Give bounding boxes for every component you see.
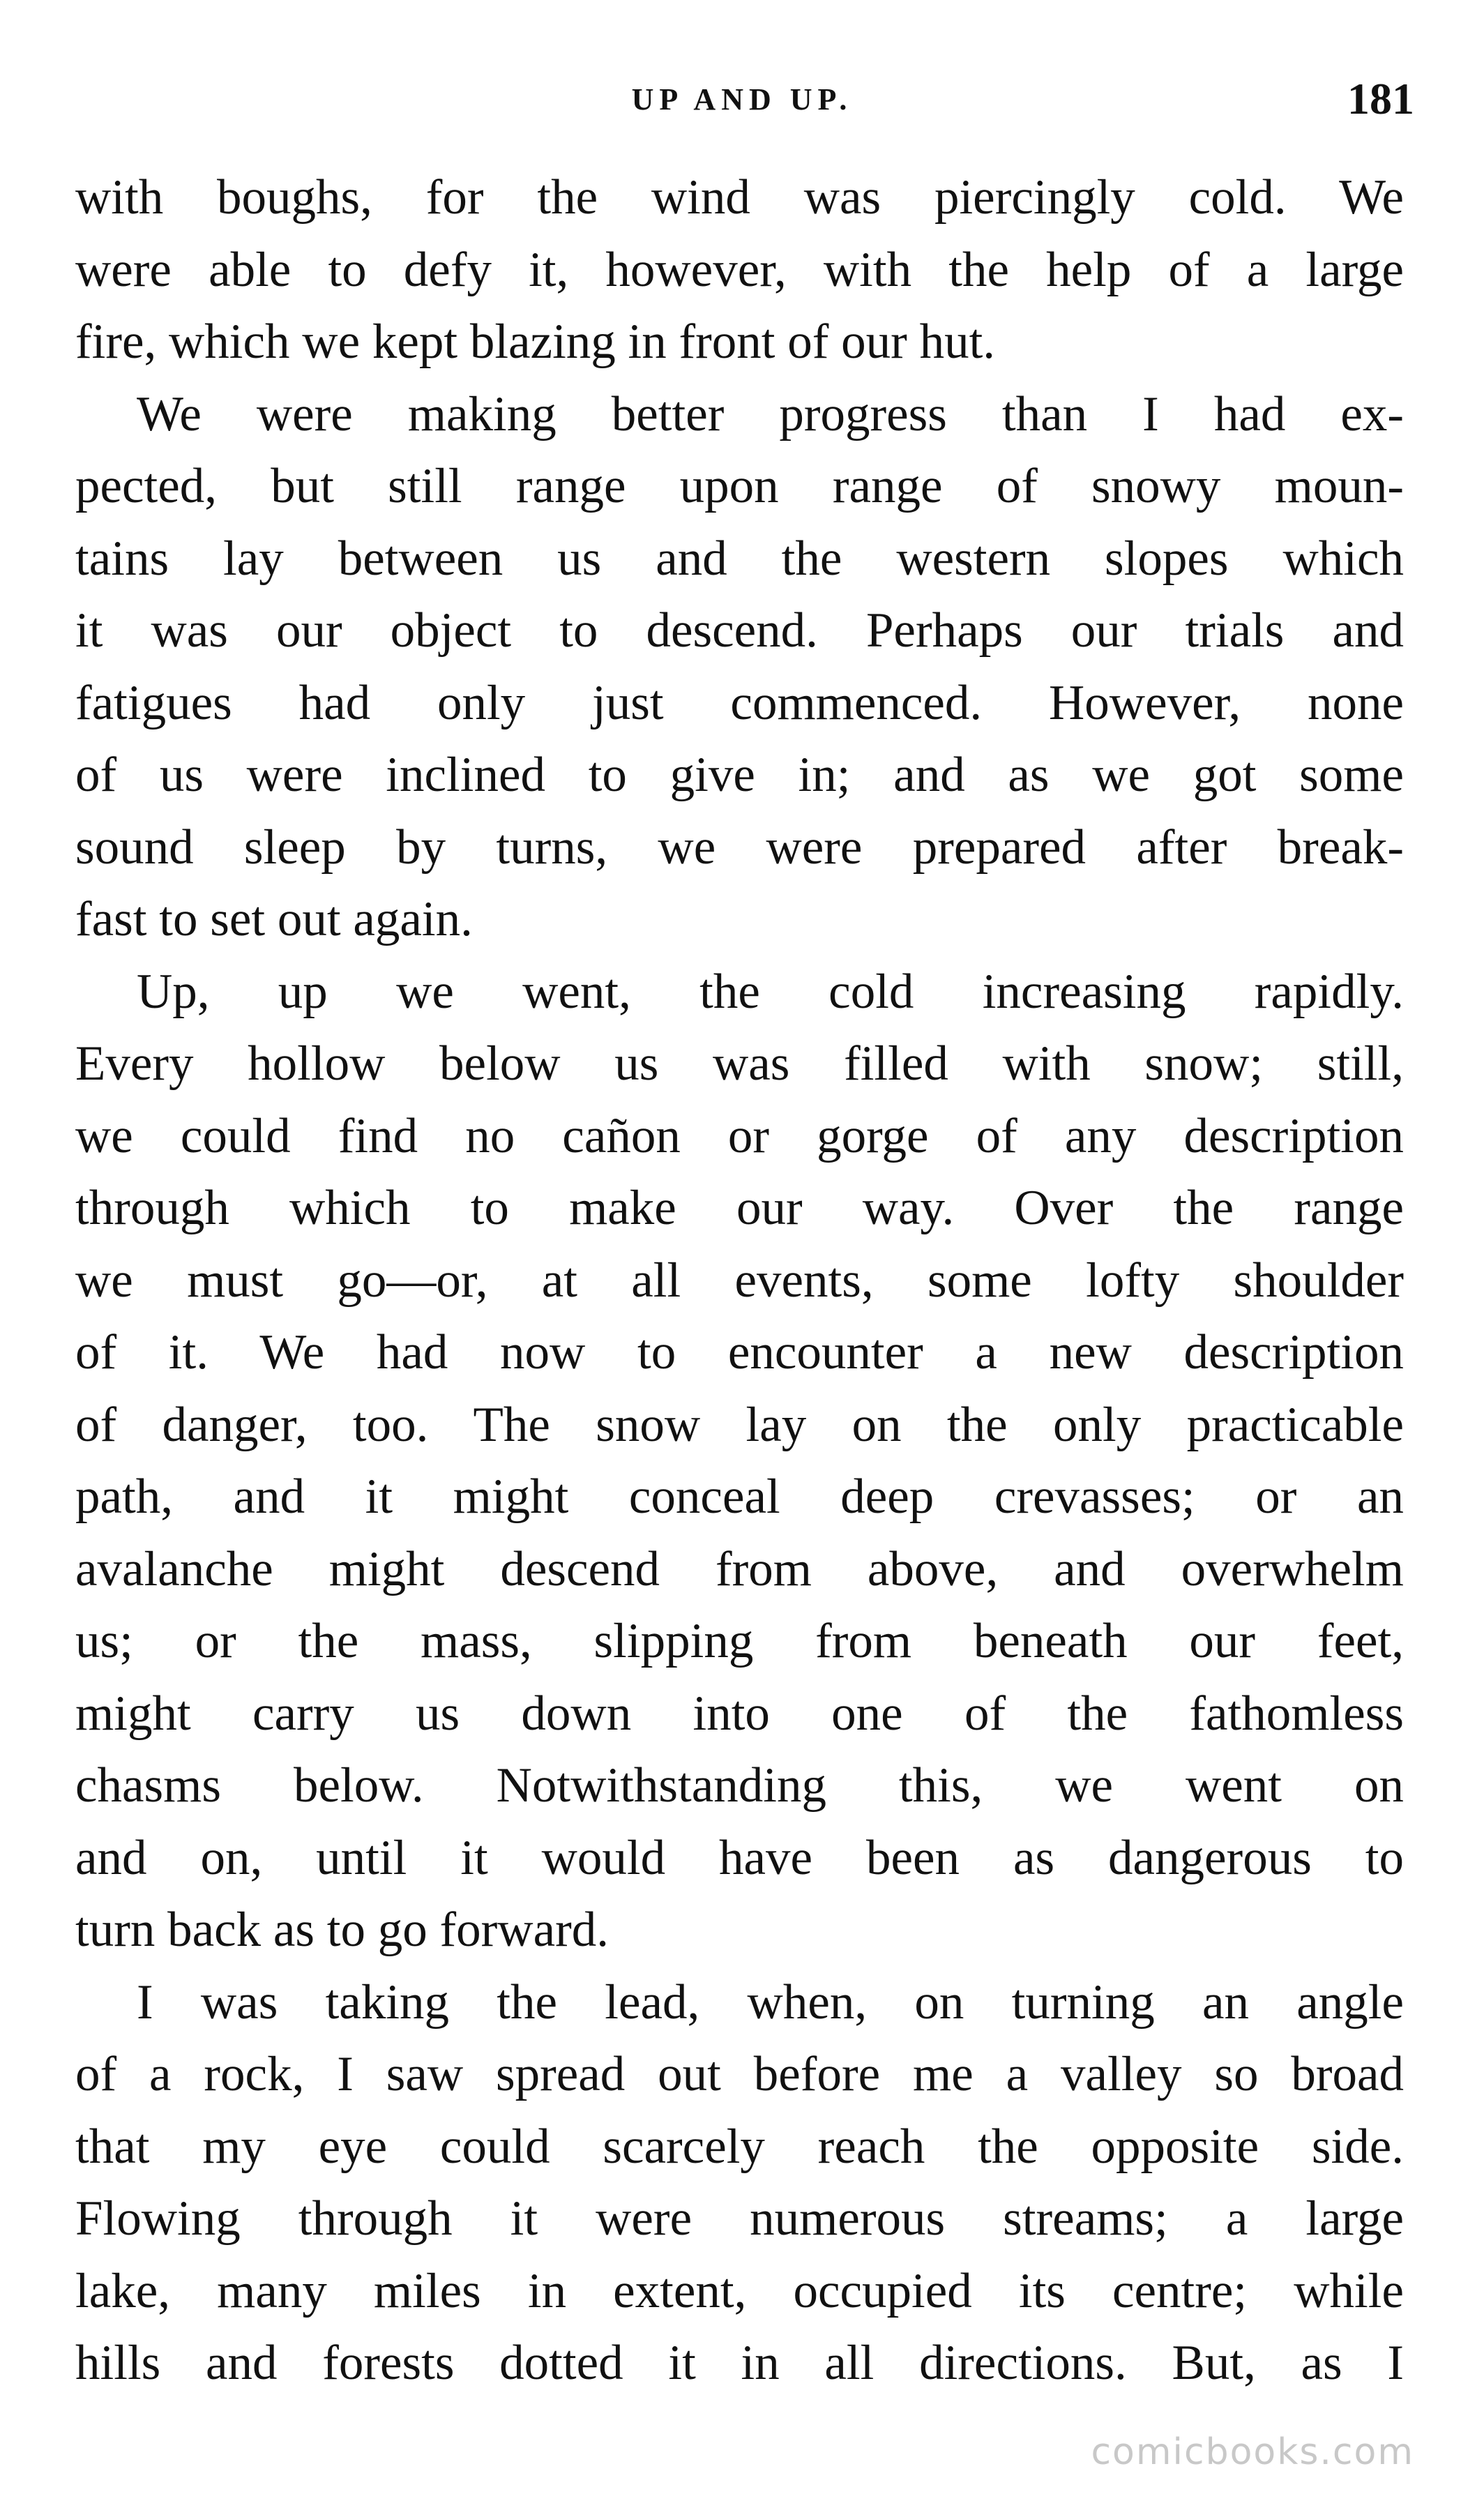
text-line: Every hollow below us was filled with snow; still, bbox=[75, 1036, 1404, 1091]
text-line: were able to defy it, however, with the help of a large bbox=[75, 242, 1404, 297]
text-line: we must go—or, at all events, some lofty shoulder bbox=[75, 1253, 1404, 1308]
text-line: lake, many miles in extent, occupied its centre; while bbox=[75, 2263, 1404, 2318]
text-line: through which to make our way. Over the range bbox=[75, 1181, 1404, 1235]
text-line: path, and it might conceal deep crevasses; or an bbox=[75, 1469, 1404, 1524]
paragraph-first-line: Up, up we went, the cold increasing rapidly. bbox=[137, 964, 1404, 1019]
text-line: with boughs, for the wind was piercingly cold. We bbox=[75, 170, 1404, 225]
text-line: of a rock, I saw spread out before me a valley so broad bbox=[75, 2047, 1404, 2101]
text-line: hills and forests dotted it in all directions. But, as I bbox=[75, 2336, 1404, 2390]
text-line: and on, until it would have been as dangerous to bbox=[75, 1830, 1404, 1885]
text-line: fatigues had only just commenced. However, none bbox=[75, 675, 1404, 730]
paragraph-first-line: We were making better progress than I had ex- bbox=[137, 386, 1404, 441]
text-line: us; or the mass, slipping from beneath our feet, bbox=[75, 1614, 1404, 1668]
text-line: chasms below. Notwithstanding this, we went on bbox=[75, 1758, 1404, 1813]
paragraph-first-line: I was taking the lead, when, on turning an angle bbox=[137, 1974, 1404, 2030]
text-line: fire, which we kept blazing in front of our hut. bbox=[75, 315, 996, 369]
text-line: fast to set out again. bbox=[75, 892, 473, 946]
text-line: of danger, too. The snow lay on the only practicable bbox=[75, 1397, 1404, 1452]
text-line: tains lay between us and the western slopes which bbox=[75, 531, 1404, 586]
page-number: 181 bbox=[1347, 74, 1414, 123]
running-title: UP AND UP. bbox=[631, 82, 853, 116]
text-line: avalanche might descend from above, and overwhelm bbox=[75, 1541, 1404, 1596]
text-line: that my eye could scarcely reach the opposite side. bbox=[75, 2119, 1404, 2174]
text-line: it was our object to descend. Perhaps our trials and bbox=[75, 603, 1404, 658]
text-line: we could find no cañon or gorge of any description bbox=[75, 1108, 1404, 1163]
running-head bbox=[70, 73, 1414, 129]
text-line: sound sleep by turns, we were prepared after break- bbox=[75, 819, 1404, 875]
text-line: Flowing through it were numerous streams; a large bbox=[75, 2191, 1404, 2246]
text-line: pected, but still range upon range of snowy moun- bbox=[75, 459, 1404, 513]
text-line: turn back as to go forward. bbox=[75, 1903, 609, 1957]
text-line: of us were inclined to give in; and as we got some bbox=[75, 748, 1404, 802]
body-text bbox=[75, 162, 1404, 2400]
text-line: of it. We had now to encounter a new description bbox=[75, 1325, 1404, 1380]
watermark: comicbooks.com bbox=[1091, 2431, 1414, 2473]
text-line: might carry us down into one of the fathomless bbox=[75, 1686, 1404, 1741]
